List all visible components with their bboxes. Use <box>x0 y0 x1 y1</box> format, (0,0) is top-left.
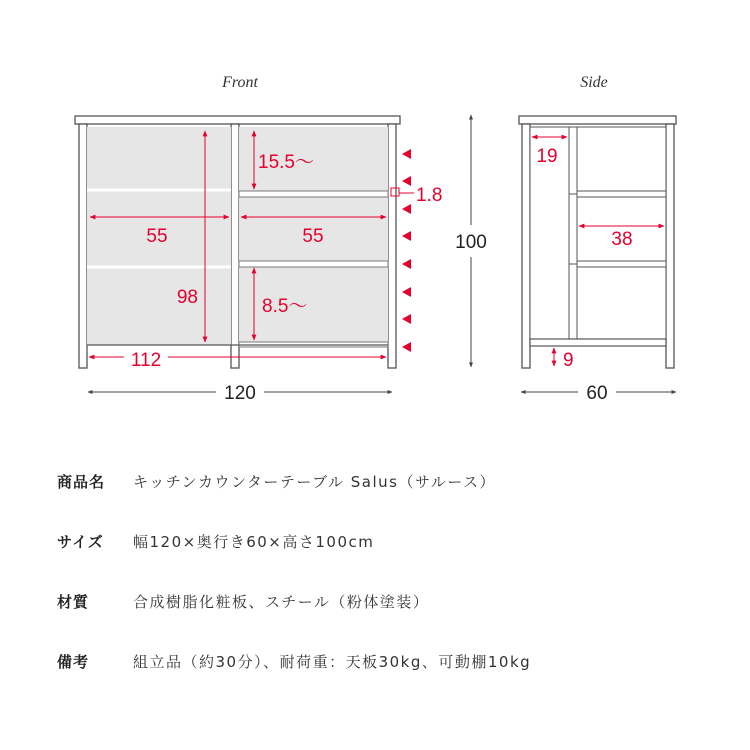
spec-value: 合成樹脂化粧板、スチール（粉体塗装） <box>133 592 430 611</box>
side-shelf-1 <box>577 191 666 197</box>
spec-value: キッチンカウンターテーブル Salus（サルース） <box>133 472 496 491</box>
side-center-post <box>569 127 577 339</box>
spec-value: 幅120×奥行き60×高さ100cm <box>133 532 375 551</box>
side-shelf-2 <box>577 261 666 267</box>
side-top-board <box>519 116 676 124</box>
spec-label: 材質 <box>57 592 90 611</box>
front-top-board <box>75 116 400 124</box>
spec-row-size <box>57 526 374 556</box>
dim-total-height: 100 <box>455 232 487 253</box>
dim-side-total-depth: 60 <box>586 383 608 404</box>
dim-shelf-lower-height: 8.5〜 <box>262 296 308 317</box>
front-right-shelf-1 <box>239 191 388 197</box>
side-view-title: Side <box>580 74 608 91</box>
front-view <box>75 116 400 368</box>
spec-label: サイズ <box>57 532 104 551</box>
spec-label: 商品名 <box>57 472 106 491</box>
spec-row-product-name <box>57 466 496 496</box>
shelf-pin-marker <box>402 342 411 352</box>
front-left-post <box>79 124 87 368</box>
shelf-pin-marker <box>402 231 411 241</box>
shelf-pin-markers <box>402 149 411 352</box>
dim-shelf-thickness: 1.8 <box>416 185 443 206</box>
front-right-post <box>388 124 396 368</box>
dim-shelf-top-height: 15.5〜 <box>258 152 314 173</box>
shelf-pin-marker <box>402 314 411 324</box>
spec-row-notes <box>57 646 531 676</box>
front-right-shelf-2 <box>239 261 388 267</box>
side-back-post <box>666 124 674 368</box>
dim-side-foot-height: 9 <box>563 350 574 371</box>
dim-side-depth-inner: 38 <box>611 229 633 250</box>
shelf-pin-marker <box>402 287 411 297</box>
side-bottom-rail <box>530 339 666 346</box>
spec-value: 組立品（約30分）、耐荷重：天板30kg、可動棚10kg <box>133 652 532 671</box>
shelf-pin-marker <box>402 176 411 186</box>
shelf-pin-marker <box>402 149 411 159</box>
shelf-pin-marker <box>402 259 411 269</box>
spec-label: 備考 <box>57 652 90 671</box>
side-front-post <box>522 124 530 368</box>
dim-inner-height: 98 <box>176 287 198 308</box>
spec-row-material <box>57 586 429 616</box>
dim-inner-width: 112 <box>130 350 162 371</box>
front-center-post <box>231 124 239 368</box>
dim-right-width: 55 <box>302 226 324 247</box>
dim-left-width: 55 <box>146 226 168 247</box>
front-view-title: Front <box>222 74 258 91</box>
dim-total-width: 120 <box>224 383 256 404</box>
shelf-pin-marker <box>402 204 411 214</box>
dim-side-top-gap: 19 <box>536 146 558 167</box>
